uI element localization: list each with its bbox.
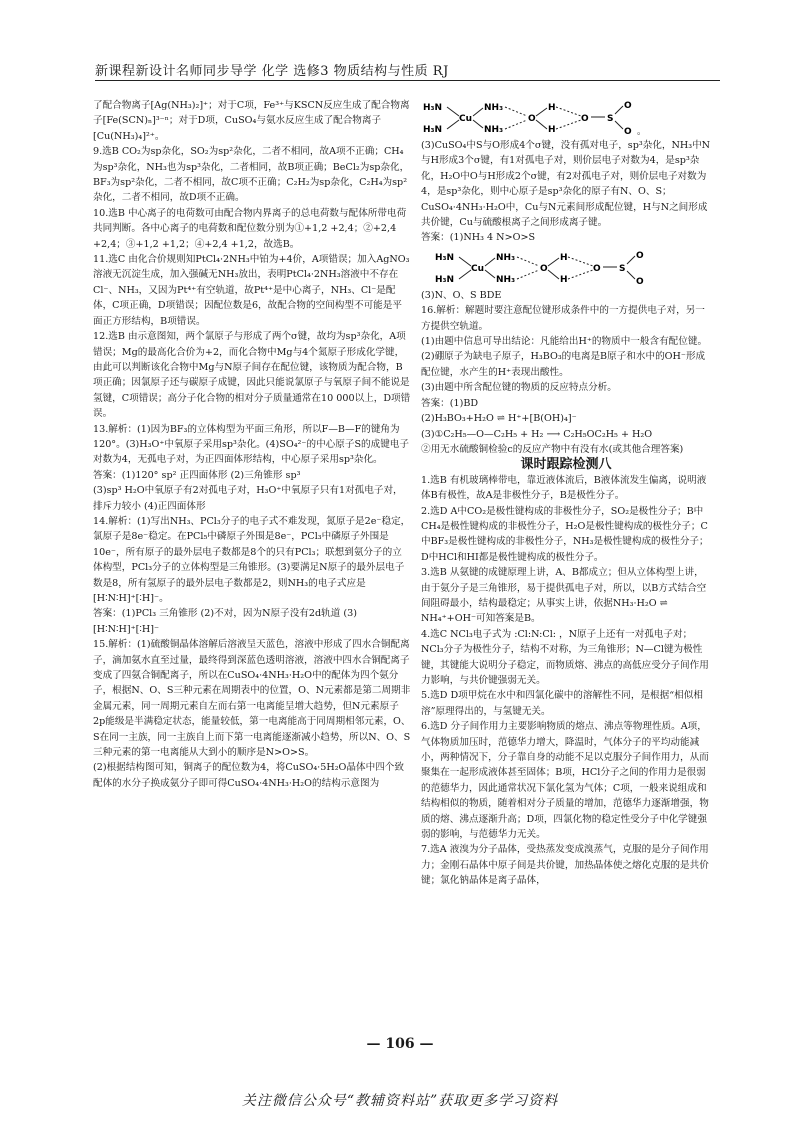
paragraph: 12.选B 由示意图知，两个氯原子与形成了两个σ键，故均为sp³杂化，A项错误；Mg的最高化合价为+2，而化合物中Mg与4个氮原子形成化学键，由此可以判断该化合物中Mg与N原子间存在配位键，该物质为配合物，B项正确；因氯原子还与碳原子成键，因此只能说氯原子与氧原子间不能说是氢键，C项错误；高分子化合物的相对分子质量通常在10 000以上，D项错误。 (93, 331, 411, 420)
header-rule (95, 80, 720, 81)
answer-line: (3)sp³ H₂O中氧原子有2对孤电子对，H₃O⁺中氧原子只有1对孤电子对，排斥力较小 (4)正四面体形 (93, 485, 403, 512)
paragraph: 9.选B CO₂为sp杂化，SO₂为sp²杂化，二者不相同，故A项不正确；CH₄为sp³杂化，NH₃也为sp³杂化，二者相同，故B项正确；BeCl₂为sp杂化，BF₃为sp²杂化，二者不相同，故C项不正确；C₂H₂为sp杂化，C₂H₄为sp²杂化，二者不相同，故D项不正确。 (93, 146, 410, 204)
struct-label: O (581, 114, 589, 124)
answer-line: (3)N、O、S BDE (421, 289, 502, 301)
paragraph: (3)CuSO₄中S与O形成4个σ键，没有孤对电子，sp³杂化，NH₃中N与H形成3个σ键，有1对孤电子对，则价层电子对数为4，是sp³杂化，H₂O中O与H形成2个σ键，有2对孤电子对，则价层电子对数为4，是sp³杂化，则中心原子是sp³杂化的原子有N、O、S；CuSO₄·4NH₃·H₂O中，Cu与N元素间形成配位键，H与N之间形成共价键，Cu与硫酸根离子之间形成离子键。 (421, 140, 711, 229)
struct-label: H₃N (423, 125, 443, 135)
paragraph: (3)由题中所含配位键的物质的反应特点分析。 (421, 382, 617, 394)
paragraph: 11.选C 由化合价规则知PtCl₄·2NH₃中铂为+4价，A项错误；加入AgNO₃溶液无沉淀生成，加入强碱无NH₃放出，表明PtCl₄·2NH₃溶液中不存在Cl⁻、NH₃，又因为Pt⁴⁺有空轨道，故Pt⁴⁺是中心离子，NH₃、Cl⁻是配体，C项正确，D项错误；因配位数是6，故配合物的空间构型不可能是平面正方形结构，B项错误。 (93, 254, 410, 327)
struct-label: H₃N (435, 274, 455, 285)
struct-label: H (548, 125, 556, 135)
struct-label: NH₃ (496, 252, 516, 263)
struct-label: H (548, 103, 556, 113)
equation: (3)①C₂H₅—O—C₂H₅ + H₂ ⟶ C₂H₅OC₂H₅ + H₂O (421, 428, 653, 440)
struct-label: H₃N (435, 252, 455, 263)
left-column (93, 98, 411, 791)
struct-label: Cu (459, 114, 473, 124)
paragraph: 1.选B 有机玻璃棒带电，靠近液体流后，B液体流发生偏离，说明液体B有极性，故A是非极性分子，B是极性分子。 (421, 474, 707, 502)
paragraph: 4.选C NCl₃电子式为 :Cl:N:Cl: ，N原子上还有一对孤电子对；NCl₃分子为极性分子，结构不对称，为三角锥形；N—Cl键为极性键，其键能大说明分子稳定，而物质熔、沸点的高低应受分子间作用力影响，与共价键强弱无关。 (421, 628, 709, 686)
struct-label: H (560, 252, 568, 263)
paragraph: 3.选B 从氨键的成键原理上讲，A、B都成立；但从立体构型上讲，由于氨分子是三角锥形，易于提供孤电子对，所以，以B方式结合空间阻碍最小，结构最稳定；从事实上讲，依据NH₃·H₂O ⇌ NH₄⁺+OH⁻可知答案是B。 (421, 567, 707, 625)
paragraph: 7.选A 液溴为分子晶体，受热蒸发变成溴蒸气，克服的是分子间作用力；金刚石晶体中原子间是共价键，加热晶体使之熔化克服的是共价键；氯化钠晶体是离子晶体， (421, 844, 709, 887)
struct-label: H₃N (423, 103, 443, 113)
paragraph: 5.选D D项甲烷在水中和四氯化碳中的溶解性不同，是根据“相似相溶”原理得出的，与氢键无关。 (421, 690, 703, 717)
answer-line: 答案：(1)120° sp² 正四面体形 (2)三角锥形 sp³ (93, 469, 301, 481)
struct-label: S (607, 114, 614, 124)
struct-label: O (636, 250, 644, 261)
footer-note: 关注微信公众号“教辅资料站”获取更多学习资料 (241, 1093, 559, 1109)
struct-label: H (560, 274, 568, 285)
struct-label: O (540, 263, 548, 274)
paragraph: ②用无水硫酸铜检验c的反应产物中有没有水(或其他合理答案) (421, 443, 684, 455)
page-number: — 106 — (366, 1036, 434, 1052)
struct-label: O (593, 263, 601, 274)
paragraph: 16.解析：解题时要注意配位键形成条件中的一方提供电子对，另一方提供空轨道。 (421, 305, 705, 332)
paragraph: (1)由题中信息可导出结论：凡能给出H⁺的物质中一般含有配位键。 (421, 336, 708, 348)
struct-label: O (528, 114, 536, 124)
paragraph: 2.选D A中CO₂是极性键构成的非极性分子，SO₂是极性分子；B中CH₄是极性键构成的非极性分子，H₂O是极性键构成的极性分子；C中BF₃是极性键构成的非极性分子，NH₃是极性键构成的极性分子；D中HCl和HI都是极性键构成的极性分子。 (421, 505, 709, 563)
complex-structure-diagram-2 (421, 246, 711, 288)
paragraph: (2)硼原子为缺电子原子，H₃BO₃的电离是B原子和水中的OH⁻形成配位键，水产生的H⁺表现出酸性。 (421, 351, 706, 378)
struct-label: Cu (471, 263, 485, 274)
paragraph: (2)根据结构图可知，铜离子的配位数为4，将CuSO₄·5H₂O晶体中四个致配体的水分子换成氨分子即可得CuSO₄·4NH₃·H₂O的结构示意图为 (93, 762, 404, 789)
page-header: 新课程新设计名师同步导学 化学 选修3 物质结构与性质 RJ (95, 64, 449, 79)
complex-structure-diagram-1 (421, 96, 711, 138)
paragraph: 10.选B 中心离子的电荷数可由配合物内界离子的总电荷数与配体所带电荷共同判断。各中心离子的电荷数和配位数分别为①+1,2 +2,4；②+2,4 +2,4；③+1,2 +1,2；④+2,4 +1,2，故选B。 (93, 207, 407, 250)
answer-line: 答案：(1)NH₃ 4 N>O>S (421, 232, 536, 244)
paragraph: 15.解析：(1)硫酸铜晶体溶解后溶液呈天蓝色，溶液中形成了四水合铜配离子，滴加氨水直至过量，最终得到深蓝色透明溶液，溶液中四水合铜配离子变成了四氨合铜配离子，所以在CuSO₄·4NH₃·H₂O中的配体为四个氨分子，根据N、O、S三种元素在周期表中的位置，O、N元素都是第二周期非金属元素，同一周期元素自左而右第一电离能呈增大趋势，但N元素原子2p能级是半满稳定状态，能量较低，第一电离能高于同周期相邻元素，O、S在同一主族，同一主族自上而下第一电离能逐渐减小趋势，所以N、O、S三种元素的第一电离能从大到小的顺序是N>O>S。 (93, 639, 411, 759)
paragraph: 14.解析：(1)写出NH₃、PCl₃分子的电子式不难发现，氮原子是2e⁻稳定，氯原子是8e⁻稳定。在PCl₅中磷原子外围是8e⁻，PCl₃中磷原子外围是10e⁻，所有原子的最外层电子数都是8个的只有PCl₃；联想到氨分子的立体构型，PCl₃分子的立体构型是三角锥形。(3)要满足N原子的最外层电子数是8，所有氢原子的最外层电子数都是2，则NH₃的电子式应是[H∶N∶H]⁺[∶H]⁻。 (93, 515, 411, 604)
paragraph: 了配合物离子[Ag(NH₃)₂]⁺；对于C项，Fe³⁺与KSCN反应生成了配合物离子[Fe(SCN)ₙ]³⁻ⁿ；对于D项，CuSO₄与氨水反应生成了配合物离子[Cu(NH₃)₄]²⁺。 (93, 100, 410, 142)
struct-label: O (624, 127, 632, 137)
struct-label: NH₃ (484, 125, 504, 135)
paragraph: 13.解析：(1)因为BF₃的立体构型为平面三角形，所以F—B—F的键角为120°。(3)H₃O⁺中氧原子采用sp³杂化。(4)SO₄²⁻的中心原子S的成键电子对数为4，无孤电子对，为正四面体形结构，中心原子采用sp³杂化。 (93, 423, 409, 466)
struct-label: O (624, 101, 632, 111)
right-column (421, 96, 711, 889)
struct-label: 。 (637, 127, 647, 137)
answer-line: 答案：(1)PCl₃ 三角锥形 (2)不对，因为N原子没有2d轨道 (3)[H∶N∶H]⁺[∶H]⁻ (93, 608, 357, 635)
answer-line: 答案：(1)BD (421, 397, 479, 409)
struct-label: O (636, 276, 644, 287)
struct-label: NH₃ (484, 103, 504, 113)
paragraph: 6.选D 分子间作用力主要影响物质的熔点、沸点等物理性质。A项，气体物质加压时，范德华力增大，降温时，气体分子的平均动能减小，两种情况下，分子靠自身的动能不足以克服分子间作用力，从而聚集在一起形成液体甚至固体；B项，HCl分子之间的作用力是很弱的范德华力，因此通常状况下氯化氢为气体；C项，一般来说组成和结构相似的物质，随着相对分子质量的增加，范德华力逐渐增强，物质的熔、沸点逐渐升高；D项，四氯化物的稳定性受分子中化学键强弱的影响，与范德华力无关。 (421, 721, 709, 841)
section-title: 课时跟踪检测八 (520, 457, 612, 473)
equation: (2)H₃BO₃+H₂O ⇌ H⁺+[B(OH)₄]⁻ (421, 413, 577, 425)
struct-label: NH₃ (496, 274, 516, 285)
struct-label: S (619, 263, 626, 274)
